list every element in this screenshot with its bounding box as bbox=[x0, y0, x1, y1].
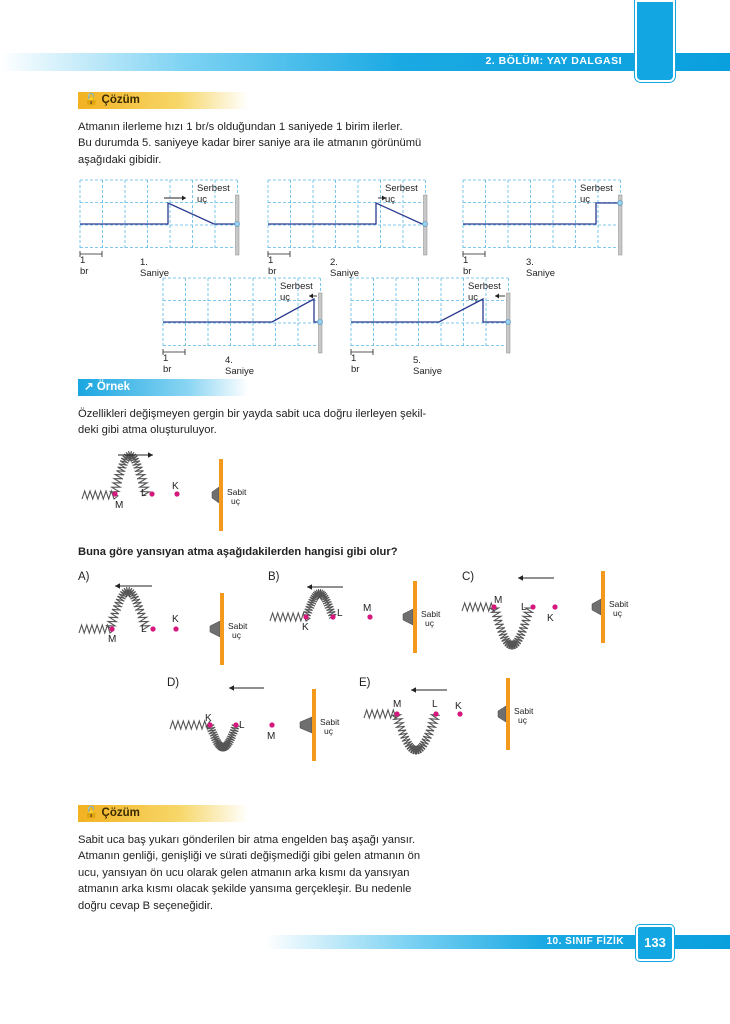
point-label-l: L bbox=[141, 488, 147, 499]
fixed-end-label: uç bbox=[324, 726, 333, 736]
time-caption: 4. Saniye bbox=[225, 355, 255, 377]
free-end-label: Serbest uç bbox=[385, 183, 418, 205]
page-number: 133 bbox=[636, 925, 674, 961]
text-line: Özellikleri değişmeyen gergin bir yayda sabit uca doğru ilerleyen şekil- bbox=[78, 408, 427, 420]
unlock-icon: 🔓 bbox=[84, 807, 99, 819]
unit-label: 1 br bbox=[163, 353, 172, 375]
option-letter: B) bbox=[268, 571, 280, 583]
time-caption: 5. Saniye bbox=[413, 355, 443, 377]
point-label-k: K bbox=[455, 701, 462, 712]
point-label-m: M bbox=[267, 731, 276, 742]
time-caption: 2. Saniye bbox=[330, 257, 360, 279]
text-line: Bu durumda 5. saniyeye kadar birer saniye ara ile atmanın görünümü bbox=[78, 137, 422, 150]
point-label-l: L bbox=[432, 699, 438, 710]
text-line: doğru cevap B seçeneğidir. bbox=[78, 899, 213, 912]
fixed-end-label: Sabit bbox=[227, 487, 247, 497]
option-letter: C) bbox=[462, 571, 475, 583]
text-line: atmanın arka kısmı olacak şekilde yansıma gerçekleşir. Bu nedenle bbox=[78, 883, 412, 896]
unit-label: 1 br bbox=[80, 255, 89, 277]
fixed-end-label: Sabit bbox=[421, 609, 441, 619]
solution-label: Çözüm bbox=[101, 94, 140, 106]
solution-label: Çözüm bbox=[101, 807, 140, 819]
fixed-end-label: uç bbox=[613, 608, 622, 618]
point-label-m: M bbox=[393, 699, 402, 710]
text-line: ucu, yansıyan ön ucu olarak gelen atmanın arka kısmı da yansıyan bbox=[78, 866, 410, 879]
book-title: 10. SINIF FİZİK bbox=[546, 936, 624, 947]
fixed-end-label: Sabit bbox=[514, 706, 534, 716]
chapter-title: 2. BÖLÜM: YAY DALGASI bbox=[485, 55, 622, 67]
point-label-m: M bbox=[363, 603, 372, 614]
time-caption: 3. Saniye bbox=[526, 257, 556, 279]
fixed-end-label: uç bbox=[425, 618, 434, 628]
time-caption: 1. Saniye bbox=[140, 257, 170, 279]
point-label-m: M bbox=[108, 634, 117, 645]
point-label-k: K bbox=[172, 614, 179, 625]
solution-label-bar bbox=[78, 805, 248, 822]
question-text: Buna göre yansıyan atma aşağıdakilerden hangisi gibi olur? bbox=[78, 546, 398, 558]
fixed-end-label: Sabit bbox=[320, 717, 340, 727]
unlock-icon: 🔓 bbox=[84, 94, 99, 106]
point-label-m: M bbox=[494, 595, 503, 606]
fixed-end-label: uç bbox=[518, 715, 527, 725]
text-line: Atmanın genliği, genişliği ve sürati değişmediği gibi gelen atmanın ön bbox=[78, 850, 421, 863]
text-line: Sabit uca baş yukarı gönderilen bir atma engelden baş aşağı yansır. bbox=[78, 834, 416, 846]
unit-label: 1 br bbox=[268, 255, 277, 277]
point-label-l: L bbox=[239, 720, 245, 731]
example-label: Örnek bbox=[96, 381, 131, 393]
free-end-label: Serbest uç bbox=[197, 183, 230, 205]
point-label-k: K bbox=[547, 613, 554, 624]
point-label-l: L bbox=[141, 624, 147, 635]
unit-label: 1 br bbox=[463, 255, 472, 277]
point-label-k: K bbox=[205, 713, 212, 724]
external-link-icon: ↗ bbox=[84, 381, 94, 393]
unit-label: 1 br bbox=[351, 353, 360, 375]
point-label-k: K bbox=[302, 622, 309, 633]
fixed-end-label: uç bbox=[232, 630, 241, 640]
fixed-end-label: Sabit bbox=[228, 621, 248, 631]
point-label-k: K bbox=[172, 481, 179, 492]
text-line: deki gibi atma oluşturuluyor. bbox=[78, 424, 217, 437]
fixed-end-label: uç bbox=[231, 496, 240, 506]
fixed-end-label: Sabit bbox=[609, 599, 629, 609]
option-letter: D) bbox=[167, 677, 180, 689]
free-end-label: Serbest uç bbox=[468, 281, 501, 303]
option-letter: E) bbox=[359, 677, 371, 689]
solution2-text bbox=[78, 832, 448, 914]
point-label-l: L bbox=[337, 608, 343, 619]
text-line: Atmanın ilerleme hızı 1 br/s olduğundan 1 saniyede 1 birim ilerler. bbox=[78, 121, 403, 133]
point-label-m: M bbox=[115, 500, 124, 511]
free-end-label: Serbest uç bbox=[280, 281, 313, 303]
option-letter: A) bbox=[78, 571, 90, 583]
text-line: aşağıdaki gibidir. bbox=[78, 153, 162, 166]
point-label-l: L bbox=[521, 602, 527, 613]
free-end-label: Serbest uç bbox=[580, 183, 613, 205]
